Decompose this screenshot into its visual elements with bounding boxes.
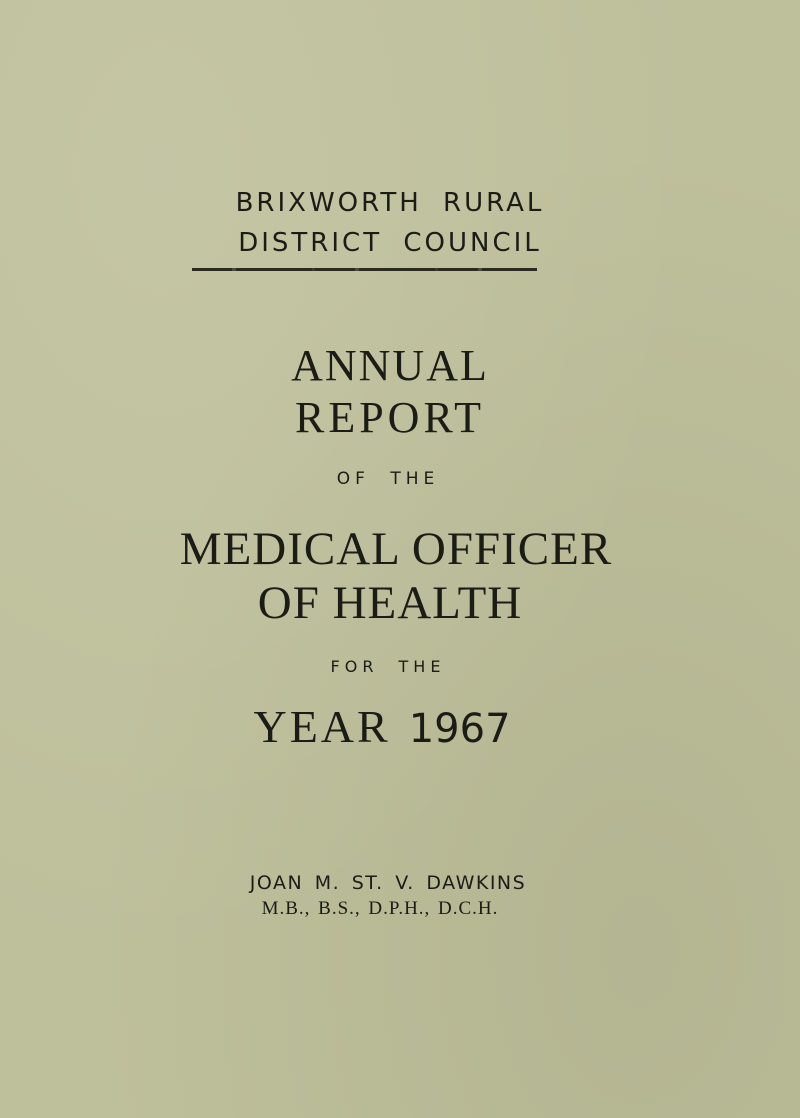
author-qualifications: M.B., B.S., D.P.H., D.C.H.: [261, 898, 499, 919]
title-divider-rule: [192, 268, 537, 271]
author-name: JOAN M. ST. V. DAWKINS: [249, 872, 527, 894]
year-label: YEAR: [253, 701, 391, 752]
officer-title-line-2: OF HEALTH: [257, 577, 523, 629]
council-name-line-1: BRIXWORTH RURAL: [235, 188, 545, 218]
report-title-annual: ANNUAL: [291, 341, 489, 390]
report-year-row: [0, 700, 782, 753]
report-for-the: FOR THE: [330, 657, 446, 676]
report-of-the: OF THE: [336, 469, 440, 489]
report-title-report: REPORT: [294, 393, 486, 442]
officer-title-line-1: MEDICAL OFFICER: [179, 523, 613, 575]
year-number: 1967: [408, 706, 511, 752]
council-name-line-2: DISTRICT COUNCIL: [238, 228, 542, 258]
